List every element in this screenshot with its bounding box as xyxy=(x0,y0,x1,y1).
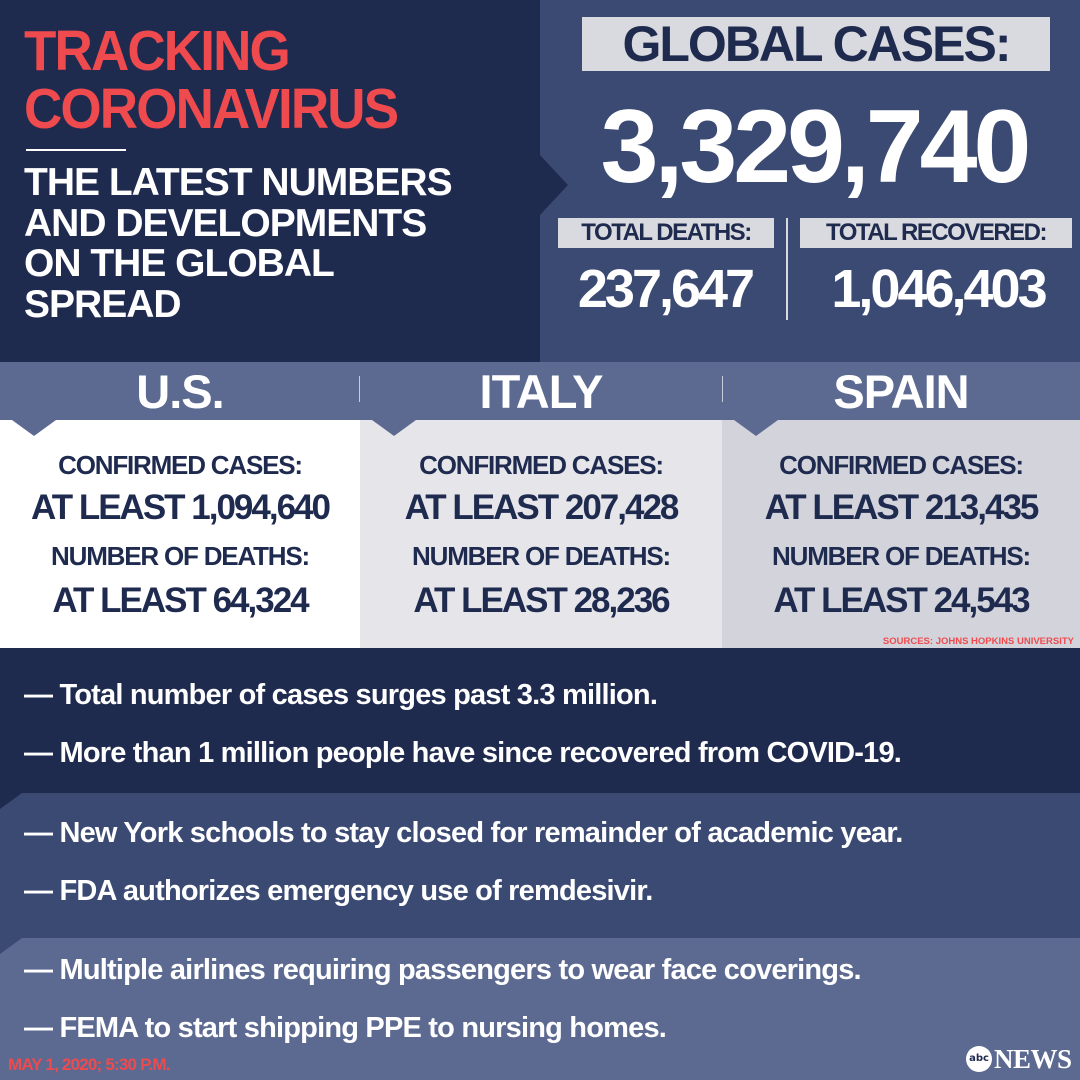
abc-logo-mark: abc xyxy=(969,1053,989,1064)
title-line-2: CORONAVIRUS xyxy=(24,77,398,141)
country-name-us: U.S. xyxy=(136,365,224,418)
us-cases-label: CONFIRMED CASES: xyxy=(58,450,302,480)
subtitle xyxy=(24,163,544,325)
total-deaths-value: 237,647 xyxy=(577,259,753,319)
total-recovered-value: 1,046,403 xyxy=(831,259,1045,319)
main-title xyxy=(24,19,498,141)
news-item: — New York schools to stay closed for remainder of academic year. xyxy=(24,817,903,849)
spain-cases-label: CONFIRMED CASES: xyxy=(779,450,1023,480)
total-deaths-label: TOTAL DEATHS: xyxy=(581,219,751,246)
news-item: — FEMA to start shipping PPE to nursing homes. xyxy=(24,1012,667,1044)
news-item: — FDA authorizes emergency use of remdesivir. xyxy=(24,875,653,907)
country-name-italy: ITALY xyxy=(479,365,603,418)
news-item: — Multiple airlines requiring passengers to wear face coverings. xyxy=(24,954,861,986)
subtitle-line-3: ON THE GLOBAL xyxy=(24,242,334,285)
global-cases-label: GLOBAL CASES: xyxy=(622,16,1010,72)
news-band-2 xyxy=(0,793,1080,938)
italy-deaths-value: AT LEAST 28,236 xyxy=(413,581,669,620)
subtitle-line-4: SPREAD xyxy=(24,282,181,326)
news-band-arrow xyxy=(0,938,22,954)
news-item: — Total number of cases surges past 3.3 million. xyxy=(24,679,658,711)
title-line-1: TRACKING xyxy=(24,19,289,83)
subtitle-line-2: AND DEVELOPMENTS xyxy=(24,201,427,245)
us-deaths-label: NUMBER OF DEATHS: xyxy=(51,541,309,571)
news-band-arrow xyxy=(0,793,22,809)
news-band-1 xyxy=(0,648,1080,793)
country-name-spain: SPAIN xyxy=(833,365,969,418)
us-deaths-value: AT LEAST 64,324 xyxy=(52,581,308,620)
total-recovered-label: TOTAL RECOVERED: xyxy=(825,219,1047,246)
stats-divider xyxy=(786,218,788,320)
source-note: SOURCES: JOHNS HOPKINS UNIVERSITY xyxy=(882,636,1074,647)
spain-deaths-value: AT LEAST 24,543 xyxy=(773,581,1029,620)
italy-deaths-label: NUMBER OF DEATHS: xyxy=(412,541,670,571)
country-pointer-arrow xyxy=(372,420,416,436)
country-pointer-arrow xyxy=(734,420,778,436)
date-stamp: MAY 1, 2020; 5:30 P.M. xyxy=(8,1055,170,1074)
global-cases-value: 3,329,740 xyxy=(600,89,1028,205)
spain-deaths-label: NUMBER OF DEATHS: xyxy=(772,541,1030,571)
italy-cases-label: CONFIRMED CASES: xyxy=(419,450,663,480)
us-cases-value: AT LEAST 1,094,640 xyxy=(31,488,329,527)
subtitle-line-1: THE LATEST NUMBERS xyxy=(24,161,452,204)
news-item: — More than 1 million people have since recovered from COVID-19. xyxy=(24,737,902,769)
country-pointer-arrow xyxy=(12,420,56,436)
spain-cases-value: AT LEAST 213,435 xyxy=(764,488,1038,527)
title-divider xyxy=(26,149,126,151)
italy-cases-value: AT LEAST 207,428 xyxy=(404,488,678,527)
abc-news-wordmark: NEWS xyxy=(994,1044,1072,1074)
